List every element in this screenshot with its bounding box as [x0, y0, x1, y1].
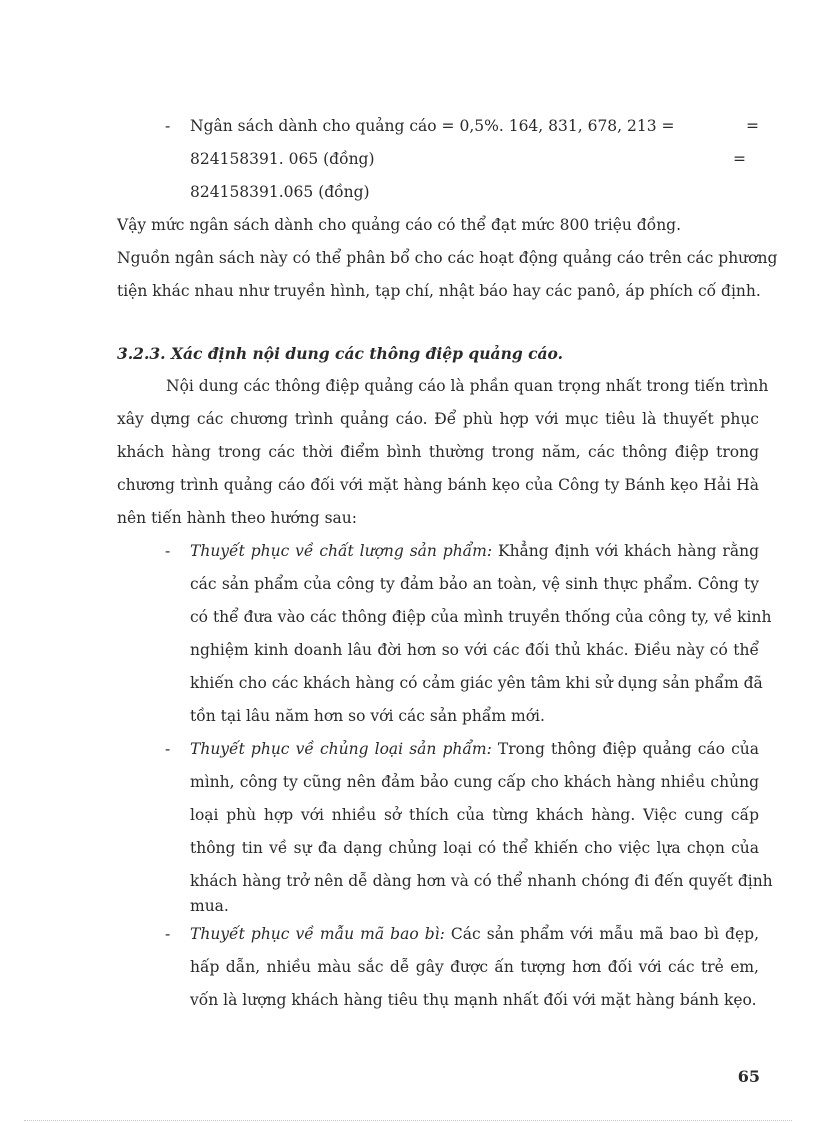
- bullet-2-line: mua.: [190, 897, 229, 915]
- budget-line-1: Ngân sách dành cho quảng cáo = 0,5%. 164, 831, 678, 213 =: [190, 117, 675, 135]
- bullet-1-line: khiến cho các khách hàng có cảm giác yên tâm khi sử dụng sản phẩm đã: [190, 674, 763, 692]
- para-allocation-line-2: tiện khác nhau như truyền hình, tạp chí, nhật báo hay các panô, áp phích cố định.: [117, 282, 761, 300]
- budget-line-2: 824158391. 065 (đồng): [190, 150, 375, 168]
- bullet-1-title: Thuyết phục về chất lượng sản phẩm:: [190, 542, 493, 560]
- bullet-dash: -: [165, 740, 171, 758]
- bullet-3-line: vốn là lượng khách hàng tiêu thụ mạnh nhất đối với mặt hàng bánh kẹo.: [190, 991, 757, 1009]
- intro-line-4: chương trình quảng cáo đối với mặt hàng bánh kẹo của Công ty Bánh kẹo Hải Hà: [117, 476, 759, 494]
- bullet-1-line: tồn tại lâu năm hơn so với các sản phẩm mới.: [190, 707, 545, 725]
- page-number: 65: [737, 1067, 760, 1086]
- budget-line-3: 824158391.065 (đồng): [190, 183, 370, 201]
- para-allocation-line-1: Nguồn ngân sách này có thể phân bổ cho các hoạt động quảng cáo trên các phương: [117, 249, 778, 267]
- bullet-1-line: có thể đưa vào các thông điệp của mình truyền thống của công ty, về kinh: [190, 608, 772, 626]
- intro-line-2: xây dựng các chương trình quảng cáo. Để phù hợp với mục tiêu là thuyết phục: [117, 410, 759, 428]
- bullet-dash: -: [165, 117, 171, 135]
- bullet-1-line: nghiệm kinh doanh lâu đời hơn so với các đối thủ khác. Điều này có thể: [190, 641, 759, 659]
- intro-line-1: Nội dung các thông điệp quảng cáo là phần quan trọng nhất trong tiến trình: [166, 377, 769, 395]
- bullet-1-first-line: [190, 542, 759, 560]
- bullet-dash: -: [165, 925, 171, 943]
- page-bottom-divider: [24, 1120, 792, 1121]
- intro-line-3: khách hàng trong các thời điểm bình thường trong năm, các thông điệp trong: [117, 443, 759, 461]
- bullet-1-line: các sản phẩm của công ty đảm bảo an toàn, vệ sinh thực phẩm. Công ty: [190, 575, 759, 593]
- bullet-2-line: khách hàng trở nên dễ dàng hơn và có thể nhanh chóng đi đến quyết định: [190, 872, 773, 890]
- intro-line-5: nên tiến hành theo hướng sau:: [117, 509, 357, 527]
- bullet-2-first-text: Trong thông điệp quảng cáo của: [491, 740, 759, 758]
- bullet-dash: -: [165, 542, 171, 560]
- para-conclusion: Vậy mức ngân sách dành cho quảng cáo có thể đạt mức 800 triệu đồng.: [117, 216, 682, 234]
- budget-equals-2: =: [733, 150, 746, 168]
- bullet-3-first-text: Các sản phẩm với mẫu mã bao bì đẹp,: [444, 925, 759, 943]
- bullet-2-title: Thuyết phục về chủng loại sản phẩm:: [190, 740, 492, 758]
- bullet-3-title: Thuyết phục về mẫu mã bao bì:: [190, 925, 445, 943]
- bullet-2-first-line: [190, 740, 759, 758]
- bullet-2-line: loại phù hợp với nhiều sở thích của từng khách hàng. Việc cung cấp: [190, 806, 759, 824]
- section-heading: 3.2.3. Xác định nội dung các thông điệp quảng cáo.: [117, 344, 564, 363]
- bullet-3-line: hấp dẫn, nhiều màu sắc dễ gây được ấn tượng hơn đối với các trẻ em,: [190, 958, 759, 976]
- bullet-2-line: thông tin về sự đa dạng chủng loại có thể khiến cho việc lựa chọn của: [190, 839, 759, 857]
- bullet-2-line: mình, công ty cũng nên đảm bảo cung cấp cho khách hàng nhiều chủng: [190, 773, 759, 791]
- bullet-1-first-text: Khẳng định với khách hàng rằng: [492, 542, 759, 560]
- bullet-3-first-line: [190, 925, 759, 943]
- budget-equals-1: =: [746, 117, 759, 135]
